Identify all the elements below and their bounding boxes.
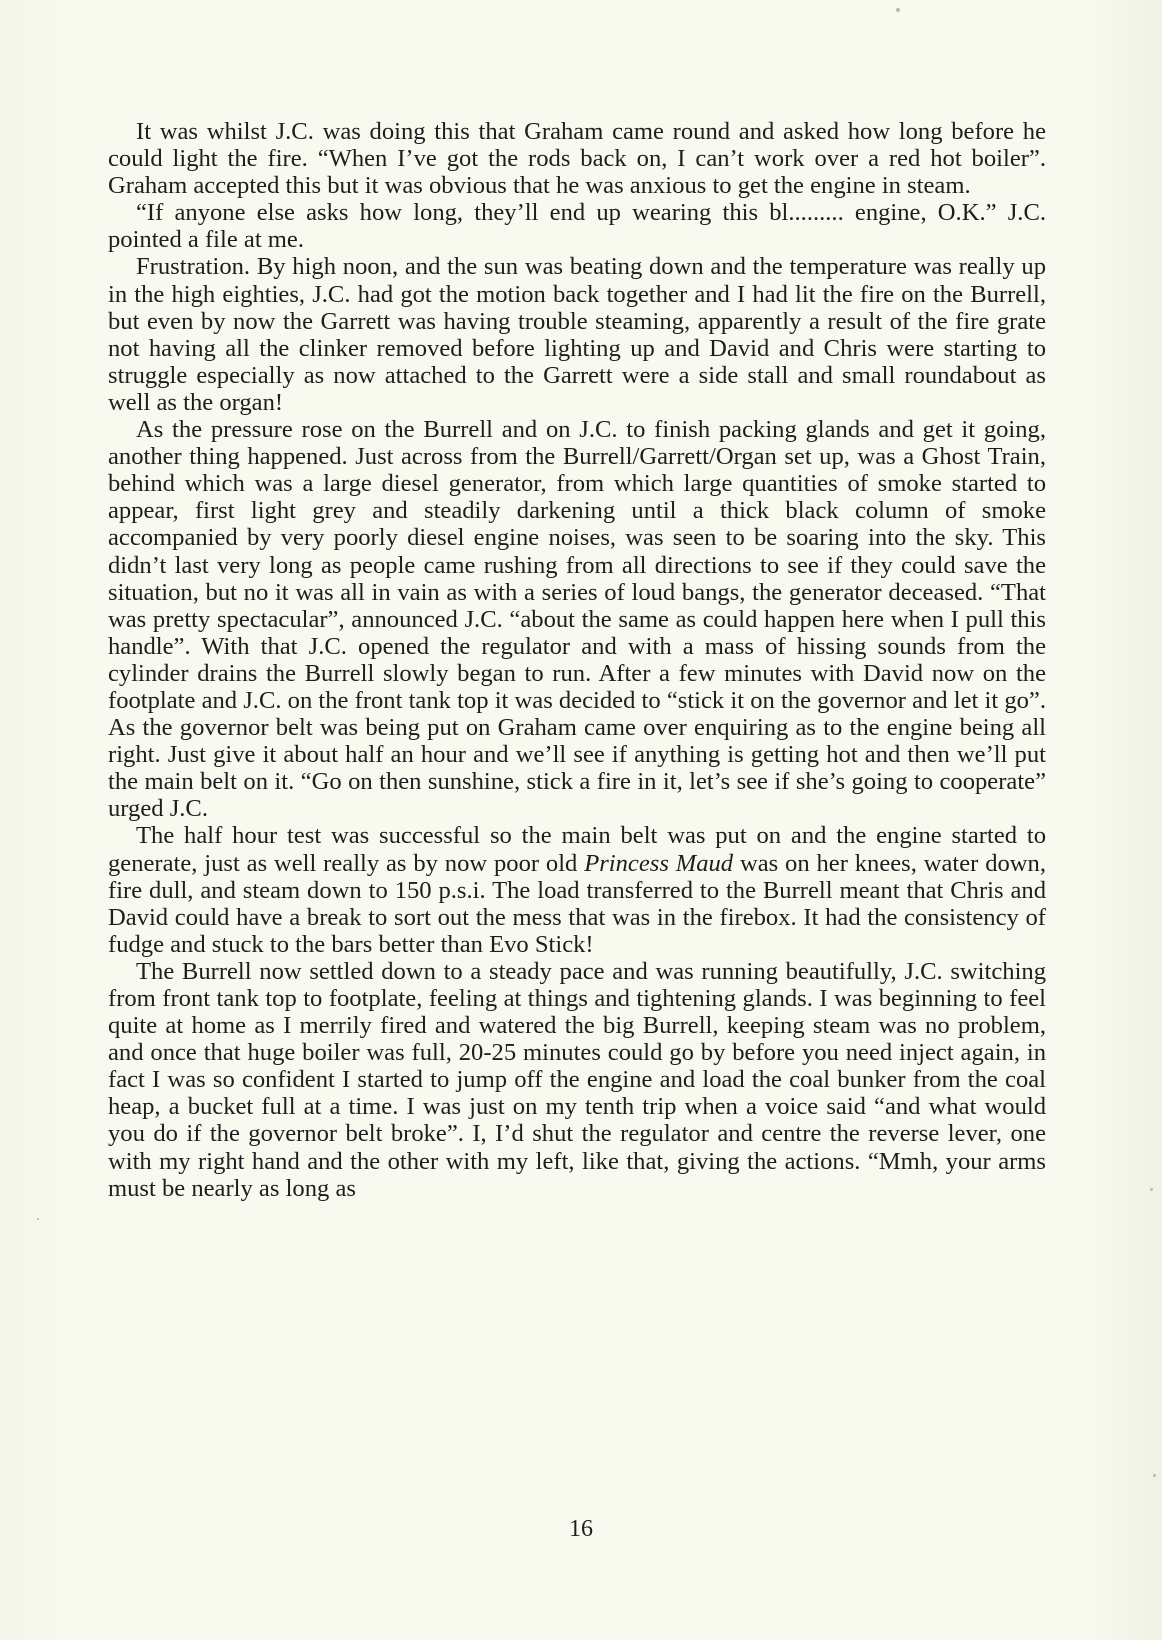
paragraph: As the pressure rose on the Burrell and on J.C. to finish packing glands and get it going, another thing happened. Just across from the Burrell/Garrett/Organ set up, was a Ghost Train, behind which was a large diesel generator, from which large quantities of smoke started to appear, first light grey and steadily darkening until a thick black column of smoke accompanied by very poorly diesel engine noises, was seen to be soaring into the sky. This didn’t last very long as people came rushing from all directions to see if they could save the situation, but no it was all in vain as with a series of loud bangs, the generator deceased. “That was pretty spectacular”, announced J.C. “about the same as could happen here when I pull this handle”. With that J.C. opened the regulator and with a mass of hissing sounds from the cylinder drains the Burrell slowly began to run. After a few minutes with David now on the footplate and J.C. on the front tank top it was decided to “stick it on the governor and let it go”. As the governor belt was being put on Graham came over enquiring as to the engine being all right. Just give it about half an hour and we’ll see if anything is getting hot and then we’ll put the main belt on it. “Go on then sunshine, stick a fire in it, let’s see if she’s going to cooperate” urged J.C. [108, 416, 1046, 823]
scan-speck [1153, 1474, 1156, 1477]
ship-name-italic: Princess Maud [584, 849, 734, 877]
page-number: 16 [569, 1516, 593, 1542]
text-run: was on her knees, water down, fire dull, and steam down to 150 p.s.i. The load transferred to the Burrell meant that Chris and David could have a break to sort out the mess that was in the firebox. It had the consistency of fudge and stuck to the bars better than Evo Stick! [108, 849, 1046, 958]
paragraph: Frustration. By high noon, and the sun was beating down and the temperature was really up in the high eighties, J.C. had got the motion back together and I had lit the fire on the Burrell, but even by now the Garrett was having trouble steaming, apparently a result of the fire grate not having all the clinker removed before lighting up and David and Chris were starting to struggle especially as now attached to the Garrett were a side stall and small roundabout as well as the organ! [108, 253, 1046, 416]
paragraph: The Burrell now settled down to a steady pace and was running beautifully, J.C. switching from front tank top to footplate, feeling at things and tightening glands. I was beginning to feel quite at home as I merrily fired and watered the big Burrell, keeping steam was no problem, and once that huge boiler was full, 20-25 minutes could go by before you need inject again, in fact I was so confident I started to jump off the engine and load the coal bunker from the coal heap, a bucket full at a time. I was just on my tenth trip when a voice said “and what would you do if the governor belt broke”. I, I’d shut the regulator and centre the reverse lever, one with my right hand and the other with my left, like that, giving the actions. “Mmh, your arms must be nearly as long as [108, 957, 1046, 1202]
scan-speck [896, 8, 900, 12]
text-run: The half hour test was successful so the main belt was put on and the engine started to generate, just as well really as by now poor old [108, 822, 1046, 877]
paragraph: “If anyone else asks how long, they’ll end up wearing this bl......... engine, O.K.” J.C. pointed a file at me. [108, 199, 1046, 254]
scan-speck [37, 1218, 39, 1220]
scan-speck [1150, 1188, 1153, 1191]
paragraph: It was whilst J.C. was doing this that Graham came round and asked how long before he could light the fire. “When I’ve got the rods back on, I can’t work over a red hot boiler”. Graham accepted this but it was obvious that he was anxious to get the engine in steam. [108, 118, 1046, 200]
paragraph [108, 822, 1046, 957]
body-text [108, 118, 1046, 1202]
